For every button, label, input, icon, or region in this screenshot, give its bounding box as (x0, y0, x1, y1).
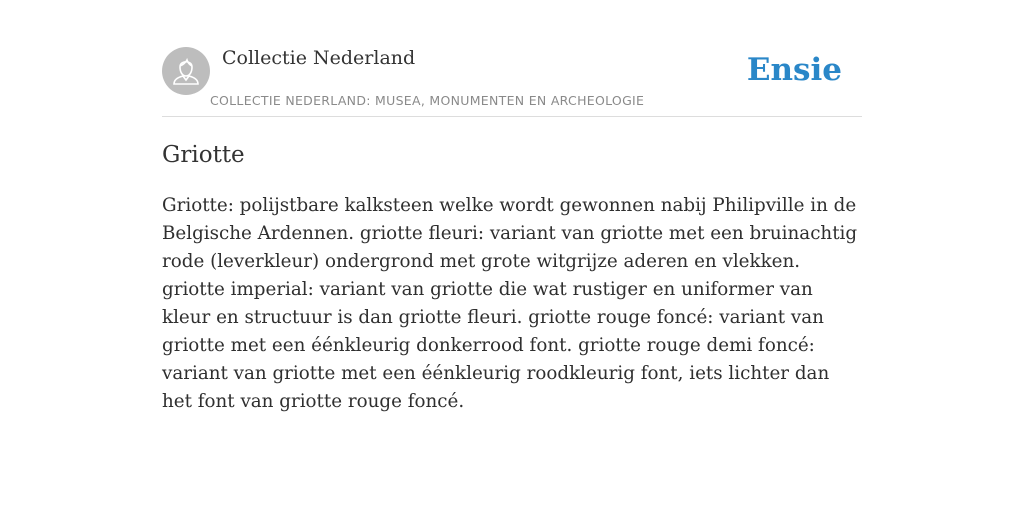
user-silhouette-icon (162, 47, 210, 95)
author-header (162, 46, 862, 117)
page-title: Griotte (162, 142, 245, 168)
author-description: COLLECTIE NEDERLAND: MUSEA, MONUMENTEN EN ARCHEOLOGIE (210, 93, 645, 108)
definition-text: Griotte: polijstbare kalksteen welke wordt gewonnen nabij Philipville in de Belgische Ardennen. griotte fleuri: variant van griotte met een bruinachtig rode (leverkleur) ondergrond met grote witgrijze aderen en vlekken. griotte imperial: variant van griotte die wat rustiger en uniformer van kleur en structuur is dan griotte fleuri. griotte rouge foncé: variant van griotte met een éénkleurig donkerrood font. griotte rouge demi foncé: variant van griotte met een éénkleurig roodkleurig font, iets lichter dan het font van griotte rouge foncé. (162, 195, 858, 412)
author-name[interactable]: Collectie Nederland (222, 47, 416, 69)
avatar[interactable] (162, 47, 210, 95)
brand-logo[interactable]: Ensie (746, 52, 842, 88)
